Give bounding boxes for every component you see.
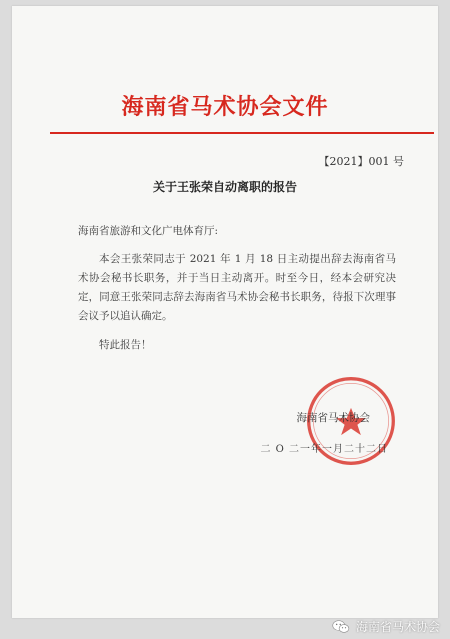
document-header-title: 海南省马术协会文件 [121, 94, 329, 120]
header-red-rule [50, 132, 434, 134]
document-number: 【2021】001 号 [318, 155, 404, 168]
document-title: 关于王张荣自动离职的报告 [152, 180, 297, 194]
recipient-line: 海南省旅游和文化广电体育厅: [78, 225, 219, 237]
wechat-icon [332, 619, 350, 635]
watermark-account-name: 海南省马术协会 [355, 620, 440, 634]
wechat-watermark [332, 618, 440, 635]
signature-organization: 海南省马术协会 [296, 412, 370, 424]
signature-date: 二 O 二一年一月二十二日 [260, 444, 388, 455]
closing-line: 特此报告！ [99, 339, 152, 351]
document-sheet [12, 6, 438, 618]
main-paragraph: 本会王张荣同志于 2021 年 1 月 18 日主动提出辞去海南省马术协会秘书长职务，并于当日主动离开。时至今日，经本会研究决定，同意王张荣同志辞去海南省马术协会秘书长职务，待报下次理事会议予以追认确定。 [78, 253, 396, 322]
